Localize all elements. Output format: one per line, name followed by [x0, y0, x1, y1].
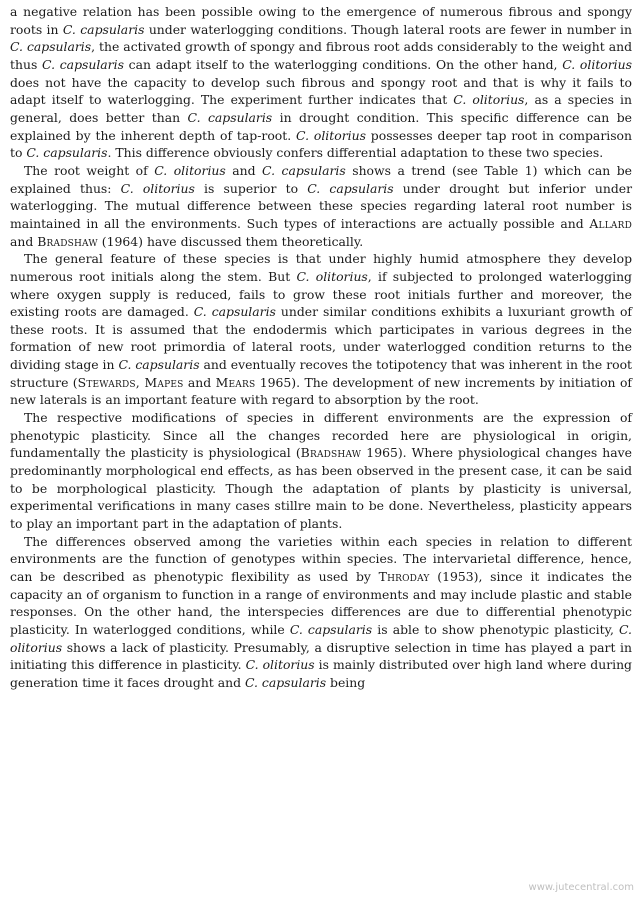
- species-name: C. capsularis: [10, 39, 92, 55]
- text-run: under drought but inferior under waterlogging. The mutual difference between these species regarding lateral root number is maintained in all the environments. Such types of interactions are actually possible and: [10, 180, 633, 231]
- paragraph: [10, 162, 632, 250]
- text-run: (1953), since it indicates the capacity an of organism to function in a range of environments and may include plastic and stable responses. On the other hand, the interspecies differences are due to differential phenotypic plasticity. In waterlogged conditions, while: [10, 569, 632, 637]
- text-run: shows a trend (see Table 1) which can be explained thus:: [10, 162, 632, 196]
- text-run: in drought condition. This specific difference can be explained by the inherent depth of tap-root.: [10, 109, 633, 143]
- text-run: is superior to: [194, 180, 308, 196]
- species-name: C. capsularis: [244, 674, 327, 690]
- text-run: The general feature of these species is that under highly humid atmosphere they develop numerous root initials along the stem. But: [10, 251, 632, 284]
- text-run: , the activated growth of spongy and fibrous root adds considerably to the weight and thus: [10, 39, 633, 72]
- species-name: C. capsularis: [187, 109, 273, 125]
- text-run: (1964) have discussed them theoretically.: [97, 233, 364, 249]
- text-run: shows a lack of plasticity. Presumably, a disruptive selection in time has played a part in initiating this difference in plasticity.: [10, 639, 632, 673]
- text-run: is able to show phenotypic plasticity,: [372, 621, 620, 637]
- text-run: The respective modifications of species in different environments are the expression of phenotypic plasticity. Since all the changes recorded here are physiological in origin, fundamentally the plasticity is physiological (: [10, 410, 632, 461]
- species-name: C. olitorius: [154, 162, 226, 178]
- text-run: under waterlogging conditions. Though lateral roots are fewer in number in: [144, 21, 632, 37]
- text-run: possesses deeper tap root in comparison to: [10, 127, 632, 161]
- author-name: Mears: [215, 374, 256, 390]
- text-run: is mainly distributed over high land where during generation time it faces drought and: [10, 657, 632, 690]
- text-run: can adapt itself to the waterlogging conditions. On the other hand,: [123, 56, 563, 72]
- text-run: a negative relation has been possible owing to the emergence of numerous fibrous and spongy roots in: [10, 4, 632, 37]
- species-name: C. capsularis: [42, 56, 124, 72]
- species-name: C. olitorius: [296, 268, 368, 284]
- text-run: and: [10, 233, 38, 249]
- paragraph: [10, 409, 632, 533]
- text-run: The differences observed among the varieties within each species in relation to different environments are the function of genotypes within species. The intervarietal difference, hence, can be described as phenotypic flexibility as used by: [10, 533, 632, 584]
- paragraph: [10, 533, 632, 692]
- species-name: C. capsularis: [62, 21, 145, 37]
- species-name: C. capsularis: [193, 304, 276, 320]
- species-name: C. olitorius: [453, 92, 525, 108]
- species-name: C. capsularis: [26, 145, 108, 161]
- text-run: under similar conditions exhibits a luxuriant growth of these roots. It is assumed that the endodermis which participates in various degrees in the formation of new root primordia of lateral roots, under waterlogged condition returns to the dividing stage in: [10, 304, 633, 373]
- text-run: and eventually recoves the totipotency that was inherent in the root structure (: [10, 357, 633, 390]
- species-name: C. olitorius: [562, 56, 632, 72]
- species-name: C. olitorius: [10, 621, 632, 655]
- text-run: 1965). Where physiological changes have predominantly morphological end effects, as has been observed in the present case, it can be said to be morphological plasticity. Though the adaptation of plants by plasticity is universal, experimental verifications in many cases stillre main to be done. Nevertheless, plasticity appears to play an important part in the adaptation of plants.: [10, 445, 633, 532]
- paragraph: [10, 3, 632, 162]
- text-run: and: [183, 374, 216, 390]
- body-text: [10, 3, 632, 692]
- text-run: 1965). The development of new increments by initiation of new laterals is an important feature with regard to absorption by the root.: [10, 374, 632, 408]
- author-name: Throday: [378, 569, 430, 584]
- species-name: C. olitorius: [120, 180, 195, 196]
- author-name: Bradshaw: [300, 445, 362, 461]
- author-name: Allard: [589, 215, 632, 231]
- species-name: C. capsularis: [307, 180, 394, 196]
- text-run: does not have the capacity to develop such fibrous and spongy root and that is why it fails to adapt itself to waterlogging. The experiment further indicates that: [10, 74, 632, 108]
- text-run: The root weight of: [24, 162, 155, 178]
- author-name: Bradshaw: [37, 233, 98, 249]
- species-name: C. olitorius: [245, 657, 315, 673]
- text-run: , if subjected to prolonged waterlogging where oxygen supply is reduced, fails to grow these root initials further and moreover, the existing roots are damaged.: [10, 268, 632, 320]
- paragraph: [10, 250, 632, 409]
- text-run: being: [326, 674, 366, 690]
- watermark: www.jutecentral.com: [528, 882, 634, 894]
- species-name: C. capsularis: [289, 621, 373, 637]
- text-run: , as a species in general, does better than: [10, 92, 632, 125]
- species-name: C. capsularis: [118, 357, 200, 373]
- author-name: Stewards, Mapes: [77, 374, 184, 390]
- text-run: . This difference obviously confers differential adaptation to these two species.: [107, 145, 604, 161]
- species-name: C. olitorius: [296, 127, 366, 143]
- species-name: C. capsularis: [262, 162, 346, 178]
- text-run: and: [225, 162, 263, 178]
